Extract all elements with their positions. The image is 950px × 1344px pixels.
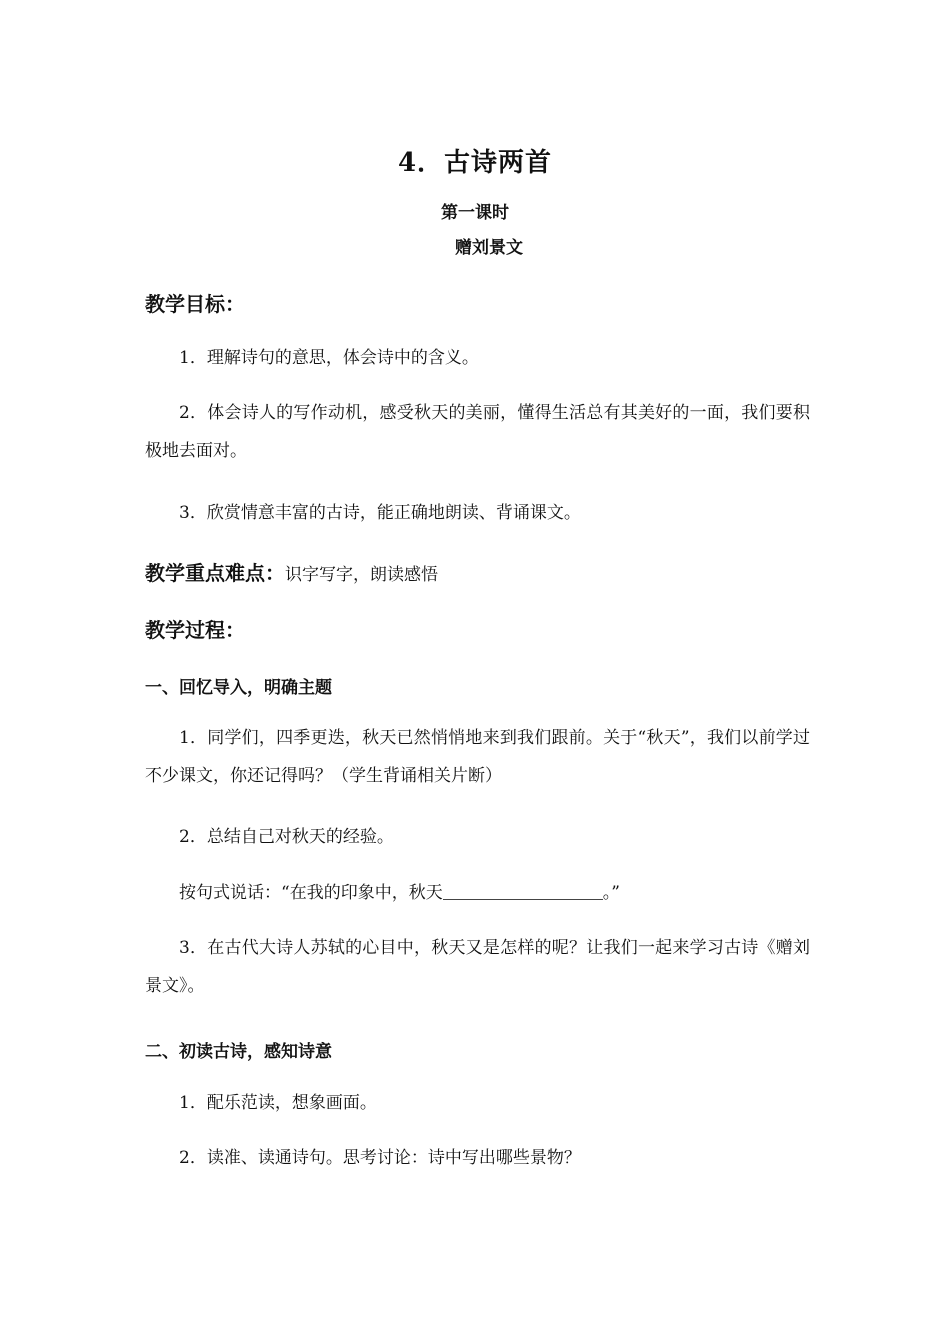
poem-title: 赠刘景文: [455, 238, 523, 258]
key-points-text: 识字写字，朗读感悟: [285, 565, 438, 585]
document-title: 4．古诗两首: [397, 148, 553, 178]
paragraph: 2．总结自己对秋天的经验。: [179, 827, 394, 847]
fill-in-sentence: [145, 874, 810, 912]
paragraph: 1．同学们，四季更迭，秋天已然悄悄地来到我们跟前。关于“秋天”，我们以前学过不少课文，你还记得吗？（学生背诵相关片断）: [145, 728, 810, 786]
process-heading: 教学过程：: [145, 618, 245, 642]
section-heading: 二、初读古诗，感知诗意: [145, 1042, 332, 1062]
fill-in-after: 。”: [602, 883, 620, 903]
section-heading: 一、回忆导入，明确主题: [145, 678, 332, 698]
objective-item: 3．欣赏情意丰富的古诗，能正确地朗读、背诵课文。: [179, 503, 581, 523]
objective-item: 1．理解诗句的意思，体会诗中的含义。: [179, 348, 479, 368]
blank-line: [443, 898, 603, 900]
objectives-heading: 教学目标：: [145, 292, 245, 316]
objective-item: 2．体会诗人的写作动机，感受秋天的美丽，懂得生活总有其美好的一面，我们要积极地去面对。: [145, 403, 810, 461]
key-points-heading: 教学重点难点：: [145, 561, 285, 585]
fill-in-before: 按句式说话：“在我的印象中，秋天: [179, 883, 443, 903]
paragraph: 2．读准、读通诗句。思考讨论：诗中写出哪些景物？: [179, 1148, 581, 1168]
lesson-label: 第一课时: [441, 203, 509, 223]
key-points-line: [145, 557, 438, 586]
paragraph: 3．在古代大诗人苏轼的心目中，秋天又是怎样的呢？让我们一起来学习古诗《赠刘景文》。: [145, 938, 810, 996]
paragraph: 1．配乐范读，想象画面。: [179, 1093, 377, 1113]
